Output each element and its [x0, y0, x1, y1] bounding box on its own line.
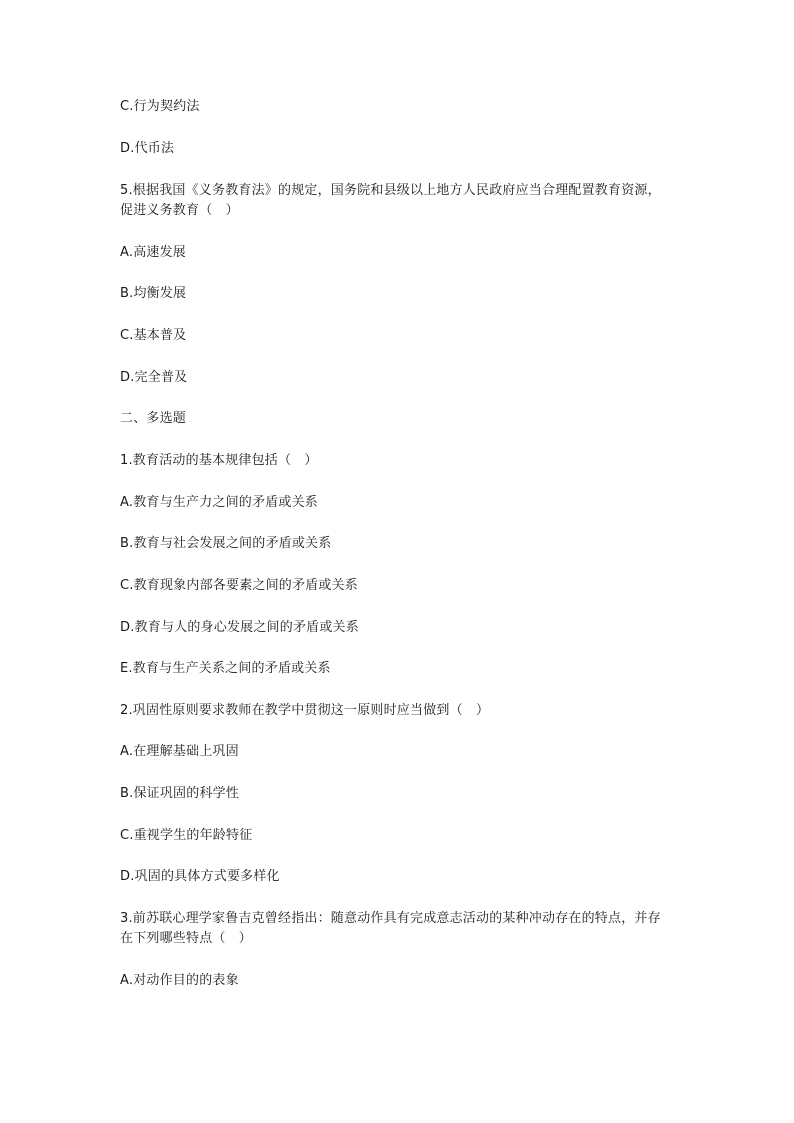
- question-5: 5.根据我国《义务教育法》的规定，国务院和县级以上地方人民政府应当合理配置教育资源，促进义务教育（ ）: [120, 183, 661, 218]
- multi-question-2: 2.巩固性原则要求教师在教学中贯彻这一原则时应当做到（ ）: [120, 703, 490, 718]
- option-c-behavior-contract: C.行为契约法: [120, 99, 200, 114]
- section-heading-multiple-choice: 二、多选题: [120, 411, 187, 426]
- multi-question-3: 3.前苏联心理学家鲁吉克曾经指出：随意动作具有完成意志活动的某种冲动存在的特点，并存在下列哪些特点（ ）: [120, 911, 661, 946]
- mq2-option-c: C.重视学生的年龄特征: [120, 828, 253, 843]
- mq1-option-b: B.教育与社会发展之间的矛盾或关系: [120, 536, 332, 551]
- mq3-option-a: A.对动作目的的表象: [120, 973, 239, 988]
- q5-option-a: A.高速发展: [120, 245, 186, 260]
- q5-option-c: C.基本普及: [120, 328, 187, 343]
- q5-option-d: D.完全普及: [120, 370, 188, 385]
- mq2-option-a: A.在理解基础上巩固: [120, 744, 239, 759]
- mq1-option-a: A.教育与生产力之间的矛盾或关系: [120, 495, 318, 510]
- mq2-option-d: D.巩固的具体方式要多样化: [120, 869, 280, 884]
- mq1-option-c: C.教育现象内部各要素之间的矛盾或关系: [120, 578, 359, 593]
- mq1-option-d: D.教育与人的身心发展之间的矛盾或关系: [120, 620, 359, 635]
- q5-option-b: B.均衡发展: [120, 286, 187, 301]
- mq2-option-b: B.保证巩固的科学性: [120, 786, 240, 801]
- mq1-option-e: E.教育与生产关系之间的矛盾或关系: [120, 661, 331, 676]
- option-d-token-method: D.代币法: [120, 141, 175, 156]
- multi-question-1: 1.教育活动的基本规律包括（ ）: [120, 453, 318, 468]
